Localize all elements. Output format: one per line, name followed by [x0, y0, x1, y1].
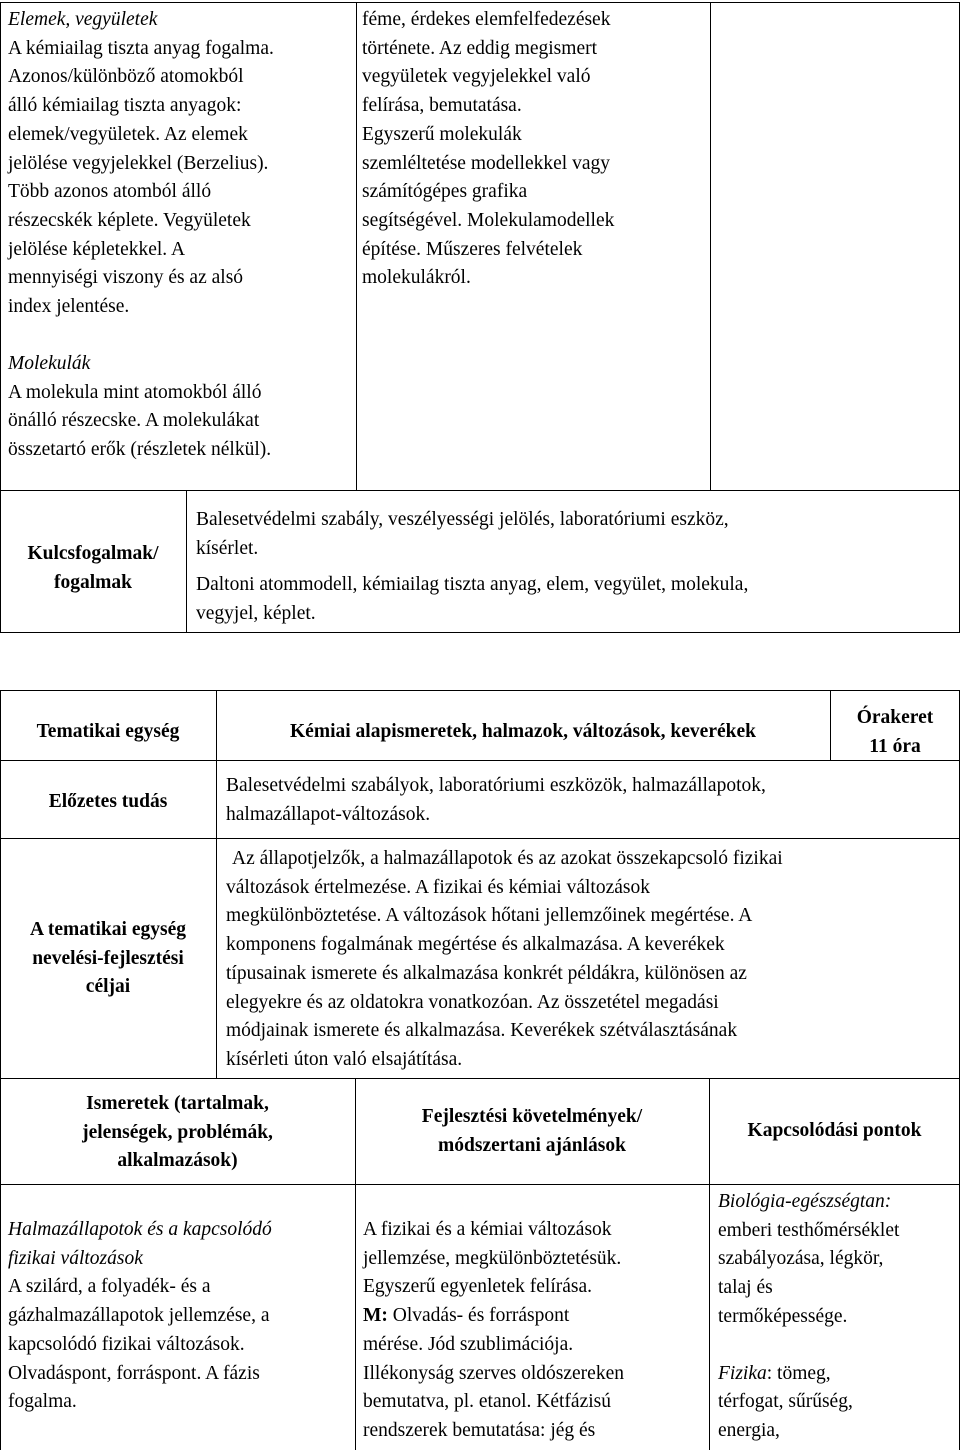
kapcsolodasi-content — [718, 1188, 958, 1446]
tematikai-egyseg-label: Tematikai egység — [36, 721, 180, 742]
text-line: segítségével. Molekulamodellek — [362, 209, 615, 231]
text-line: Az állapotjelzők, a halmazállapotok és az azokat összekapcsoló fizikai — [232, 848, 783, 869]
fejlesztesi-header — [355, 1103, 709, 1160]
label-line: céljai — [85, 976, 131, 998]
text-line: jelölése képletekkel. A — [8, 238, 186, 260]
m-label: M: — [363, 1305, 388, 1327]
text-line: rendszerek bemutatása: jég és — [363, 1419, 596, 1441]
text-line: Daltoni atommodell, kémiailag tiszta anyag, elem, vegyület, molekula, — [196, 574, 749, 596]
ismeretek-header — [0, 1090, 355, 1176]
text-line: összetartó erők (részletek nélkül). — [8, 439, 272, 461]
text-line: Több azonos atomból álló — [8, 181, 212, 203]
text-line: felírása, bemutatása. — [362, 95, 522, 117]
text-line: emberi testhőmérséklet — [718, 1219, 900, 1241]
text-line: álló kémiailag tiszta anyagok: — [8, 95, 242, 117]
kapcsolodasi-header: Kapcsolódási pontok — [747, 1120, 922, 1141]
text-line: térfogat, sűrűség, — [718, 1391, 853, 1413]
text-line: szemléltetése modellekkel vagy — [362, 152, 610, 174]
fizika-label: Fizika — [718, 1362, 767, 1384]
text-line — [363, 1302, 707, 1331]
section-heading: Elemek, vegyületek — [8, 9, 158, 30]
text-line: A molekula mint atomokból álló — [8, 381, 262, 403]
orakeret-label: Órakeret — [856, 707, 934, 728]
elozetes-tudas-label: Előzetes tudás — [48, 791, 168, 812]
text-line: változások értelmezése. A fizikai és kémiai változások — [226, 876, 650, 898]
text-line: mérése. Jód szublimációja. — [363, 1333, 574, 1355]
label-line: fogalmak — [54, 571, 132, 593]
label-line: nevelési-fejlesztési — [32, 947, 184, 969]
text-line: elemek/vegyületek. Az elemek — [8, 123, 248, 145]
text-line: Balesetvédelmi szabály, veszélyességi jelölés, laboratóriumi eszköz, — [196, 509, 729, 530]
text-line: bemutatva, pl. etanol. Kétfázisú — [363, 1391, 611, 1413]
header-line: Fejlesztési követelmények/ — [421, 1106, 643, 1127]
header-line: jelenségek, problémák, — [82, 1121, 273, 1143]
text-line: kísérlet. — [196, 537, 259, 559]
text-line: fogalma. — [8, 1391, 77, 1413]
text-line: index jelentése. — [8, 296, 130, 318]
orakeret — [830, 704, 960, 761]
text-line: vegyületek vegyjelekkel való — [362, 66, 591, 88]
section-heading: Halmazállapotok és a kapcsolódó — [8, 1219, 272, 1240]
fizika-text: : tömeg, — [766, 1362, 831, 1384]
celjai-content — [226, 845, 956, 1075]
text-line: féme, érdekes elemfelfedezések — [362, 9, 611, 30]
text-line: talaj és — [718, 1277, 773, 1299]
text-line: mennyiségi viszony és az alsó — [8, 267, 244, 289]
text-line: Balesetvédelmi szabályok, laboratóriumi eszközök, halmazállapotok, — [226, 775, 766, 796]
ismeretek-content — [8, 1216, 353, 1417]
text-line: Azonos/különböző atomokból — [8, 66, 244, 88]
text-line: Illékonyság szerves oldószereken — [363, 1362, 624, 1384]
header-line: Ismeretek (tartalmak, — [86, 1093, 269, 1114]
text-line: Egyszerű egyenletek felírása. — [363, 1276, 593, 1298]
text-line: vegyjel, képlet. — [196, 603, 316, 625]
kulcsfogalmak-content — [196, 506, 956, 629]
unit-title: Kémiai alapismeretek, halmazok, változások, keverékek — [290, 721, 756, 742]
header-line: alkalmazások) — [117, 1150, 238, 1172]
label-line: A tematikai egység — [30, 919, 186, 940]
text-line: önálló részecske. A molekulákat — [8, 410, 260, 432]
text-line: szabályozása, légkör, — [718, 1248, 884, 1270]
text-line: A fizikai és a kémiai változások — [363, 1219, 612, 1240]
text-line: jelölése vegyjelekkel (Berzelius). — [8, 152, 269, 174]
fejlesztesi-content-continued — [362, 6, 707, 293]
elozetes-tudas-content — [226, 772, 956, 829]
text-line: komponens fogalmának megértése és alkalmazása. A keverékek — [226, 934, 725, 956]
text-line: típusainak ismerete és alkalmazása konkrét példákra, különösen az — [226, 962, 747, 984]
header-line: módszertani ajánlások — [438, 1134, 626, 1156]
text-line: Olvadáspont, forráspont. A fázis — [8, 1362, 260, 1384]
fejlesztesi-content — [363, 1216, 707, 1446]
text-line: Egyszerű molekulák — [362, 123, 522, 145]
orakeret-value: 11 óra — [869, 735, 921, 757]
text-line: számítógépes grafika — [362, 181, 528, 203]
kulcsfogalmak-label — [0, 540, 186, 597]
text-line: módjainak ismerete és alkalmazása. Keverékek szétválasztásának — [226, 1020, 738, 1042]
text-line: termőképessége. — [718, 1305, 848, 1327]
label-line: Kulcsfogalmak/ — [27, 543, 159, 564]
text-line: megkülönböztetése. A változások hőtani jellemzőinek megértése. A — [226, 905, 753, 927]
text-line: A szilárd, a folyadék- és a — [8, 1276, 211, 1298]
m-text: Olvadás- és forráspont — [387, 1305, 570, 1327]
text-line: építése. Műszeres felvételek — [362, 238, 583, 260]
biologia-label: Biológia-egészségtan: — [718, 1191, 892, 1212]
elemek-vegyuletek-content — [8, 6, 353, 322]
text-line: kapcsolódó fizikai változások. — [8, 1333, 245, 1355]
text-line: halmazállapot-változások. — [226, 803, 431, 825]
celjai-label — [0, 916, 216, 1002]
text-line: története. Az eddig megismert — [362, 37, 598, 59]
text-line: elegyekre és az oldatokra vonatkozóan. Az összetétel megadási — [226, 991, 719, 1013]
text-line: energia, — [718, 1419, 780, 1441]
text-line: A kémiailag tiszta anyag fogalma. — [8, 37, 274, 59]
text-line: gázhalmazállapotok jellemzése, a — [8, 1305, 270, 1327]
section-heading: fizikai változások — [8, 1247, 143, 1269]
text-line: részecskék képlete. Vegyületek — [8, 209, 251, 231]
section-heading: Molekulák — [8, 353, 91, 374]
text-line: jellemzése, megkülönböztetésük. — [363, 1247, 622, 1269]
text-line: molekulákról. — [362, 267, 471, 289]
text-line: kísérleti úton való elsajátítása. — [226, 1048, 463, 1070]
text-line — [718, 1360, 958, 1389]
molekulak-content — [8, 350, 353, 465]
